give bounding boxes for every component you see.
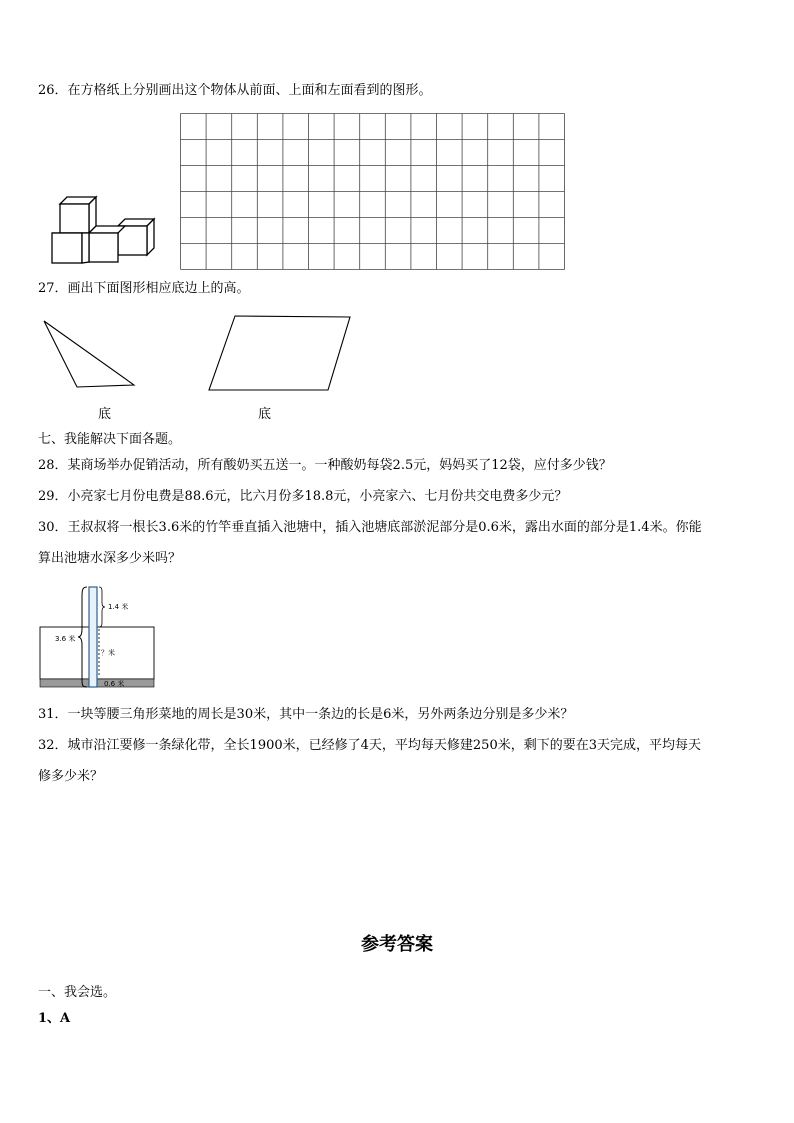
parallelogram-figure — [205, 314, 355, 394]
question-30-line-1: 30．王叔叔将一根长3.6米的竹竿垂直插入池塘中，插入池塘底部淤泥部分是0.6米，露出水面的部分是1.4米。你能 — [38, 520, 702, 535]
pole-total-length-label: 3.6 米 — [55, 635, 76, 643]
question-29: 29．小亮家七月份电费是88.6元，比六月份多18.8元，小亮家六、七月份共交电费多少元？ — [38, 489, 568, 504]
mud-depth-label: 0.6 米 — [104, 680, 125, 688]
above-water-label: 1.4 米 — [108, 603, 129, 611]
question-26: 26．在方格纸上分别画出这个物体从前面、上面和左面看到的图形。 — [38, 83, 432, 98]
triangle-base-label: 底 — [98, 407, 112, 422]
section-7-heading: 七、我能解决下面各题。 — [38, 432, 182, 447]
question-27: 27．画出下面图形相应底边上的高。 — [38, 281, 250, 296]
answers-title: 参考答案 — [361, 934, 433, 955]
question-30-line-2: 算出池塘水深多少米吗？ — [38, 551, 182, 566]
parallelogram-base-label: 底 — [258, 407, 272, 422]
water-depth-label: ？米 — [101, 649, 115, 657]
triangle-figure — [40, 318, 140, 390]
answers-section-1: 一、我会选。 — [38, 985, 117, 1000]
square-grid-paper[interactable] — [180, 113, 565, 270]
question-32-line-1: 32．城市沿江要修一条绿化带，全长1900米，已经修了4天，平均每天修建250米，剩下的要在3天完成，平均每天 — [38, 738, 701, 753]
cube-object-figure — [46, 190, 162, 270]
answer-1: 1、A — [38, 1011, 71, 1026]
question-32-line-2: 修多少米？ — [38, 769, 104, 784]
question-31: 31．一块等腰三角形菜地的周长是30米，其中一条边的长是6米，另外两条边分别是多少米？ — [38, 707, 574, 722]
question-28: 28．某商场举办促销活动，所有酸奶买五送一。一种酸奶每袋2.5元，妈妈买了12袋，应付多少钱？ — [38, 458, 612, 473]
pond-pole-figure — [38, 583, 158, 691]
